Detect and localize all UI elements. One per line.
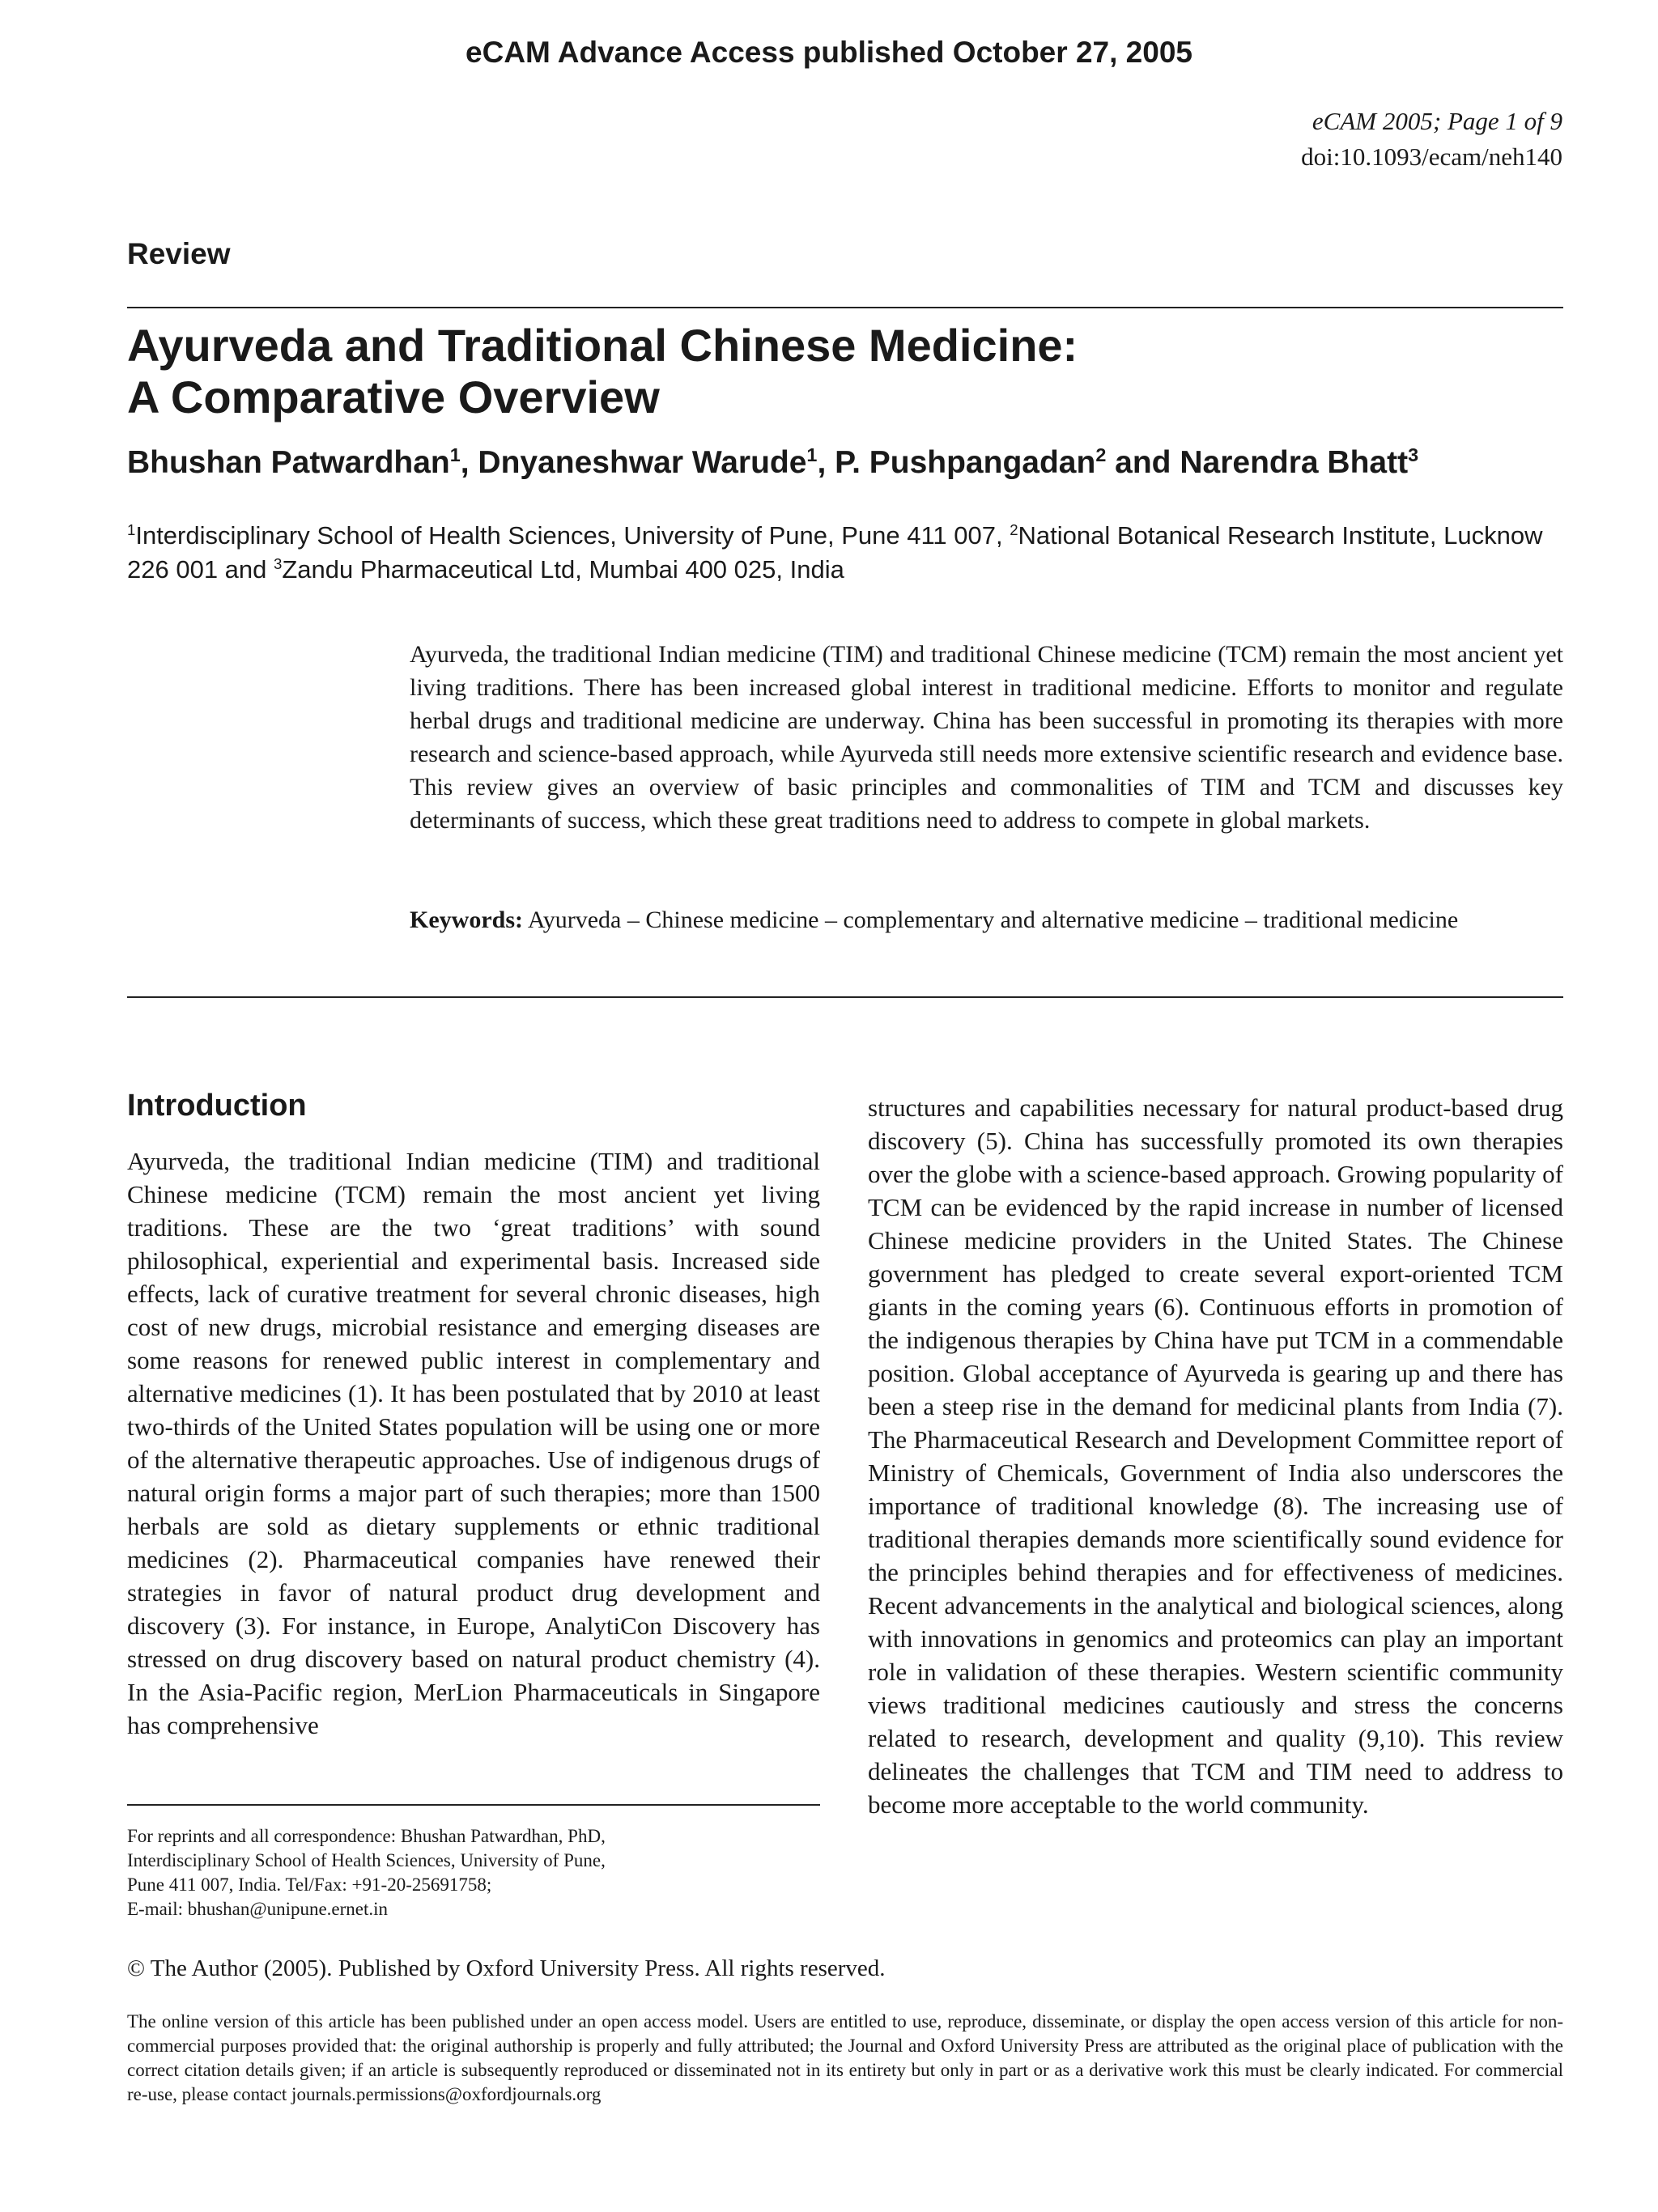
introduction-right-column: structures and capabilities necessary for natural product-based drug discovery (5). China has successfully promoted its own therapies over the globe with a science-based approach. Growing popularity of TCM can be evidenced by the rapid increase in number of licensed Chinese medicine providers in the United States. The Chinese government has pledged to create several export-oriented TCM giants in the coming years (6). Continuous efforts in promotion of the indigenous therapies by China have put TCM in a commendable position. Global acceptance of Ayurveda is gearing up and there has been a steep rise in the demand for medicinal plants from India (7). The Pharmaceutical Research and Development Committee report of Ministry of Chemicals, Government of India also underscores the importance of traditional knowledge (8). The increasing use of traditional therapies demands more scientifically sound evidence for the principles behind therapies and for effectiveness of medicines. Recent advancements in the analytical and biological sciences, along with innovations in genomics and proteomics can play an important role in validation of these therapies. Western scientific community views traditional medicines cautiously and stress the concerns related to research, development and quality (9,10). This review delineates the challenges that TCM and TIM need to address to become more acceptable to the world community. bbox=[868, 1093, 1563, 1819]
affiliation-text: Interdisciplinary School of Health Sciences, University of Pune, Pune 411 007, bbox=[135, 521, 1010, 550]
author-separator: and bbox=[1106, 445, 1180, 480]
doi-label: doi:10.1093/ecam/neh140 bbox=[1301, 142, 1562, 171]
footnote-email: E-mail: bhushan@unipune.ernet.in bbox=[127, 1899, 389, 1919]
journal-page-label: eCAM 2005; Page 1 of 9 bbox=[1312, 107, 1562, 135]
abstract-divider bbox=[127, 996, 1563, 998]
footnote-line: Pune 411 007, India. Tel/Fax: +91-20-25691758; bbox=[127, 1874, 492, 1895]
affiliation-mark: 3 bbox=[274, 554, 283, 572]
affiliation-mark: 1 bbox=[127, 520, 136, 538]
keywords-label: Keywords: bbox=[410, 906, 523, 933]
correspondence-footnote bbox=[127, 1824, 820, 1921]
author-name: P. Pushpangadan bbox=[835, 445, 1096, 480]
keywords bbox=[410, 903, 1563, 936]
footnote-divider bbox=[127, 1804, 820, 1806]
section-label: Review bbox=[127, 237, 231, 270]
affiliations bbox=[127, 519, 1568, 587]
footnote-line: For reprints and all correspondence: Bhushan Patwardhan, PhD, bbox=[127, 1826, 606, 1846]
affiliation-text: National Botanical Research Institute, Lucknow 226 001 and bbox=[127, 521, 1543, 584]
author-affiliation-mark: 1 bbox=[449, 444, 461, 465]
abstract: Ayurveda, the traditional Indian medicine (TIM) and traditional Chinese medicine (TCM) remain the most ancient yet living traditions. There has been increased global interest in traditional medicine. Efforts to monitor and regulate herbal drugs and traditional medicine are underway. China has been successful in promoting its therapies with more research and science-based approach, while Ayurveda still needs more extensive scientific research and evidence base. This review gives an overview of basic principles and commonalities of TIM and TCM and discusses key determinants of success, which these great traditions need to address to compete in global markets. bbox=[410, 641, 1563, 834]
author-separator: , bbox=[460, 445, 478, 480]
copyright-notice: © The Author (2005). Published by Oxford University Press. All rights reserved. bbox=[127, 1955, 886, 1981]
keywords-text: Ayurveda – Chinese medicine – complementary and alternative medicine – traditional medicine bbox=[527, 906, 1459, 933]
author-affiliation-mark: 2 bbox=[1095, 444, 1107, 465]
affiliation-text: Zandu Pharmaceutical Ltd, Mumbai 400 025, India bbox=[282, 555, 844, 584]
author-name: Dnyaneshwar Warude bbox=[478, 445, 807, 480]
header-divider bbox=[127, 307, 1563, 308]
page-info bbox=[1301, 104, 1562, 175]
author-separator: , bbox=[817, 445, 835, 480]
author-name: Narendra Bhatt bbox=[1180, 445, 1409, 480]
author-affiliation-mark: 3 bbox=[1408, 444, 1419, 465]
open-access-license: The online version of this article has been published under an open access model. Users are entitled to use, reproduce, disseminate, or display the open access version of this article for non-commercial purposes provided that: the original authorship is properly and fully attributed; the Journal and Oxford University Press are attributed as the original place of publication with the correct citation details given; if an article is subsequently reproduced or disseminated not in its entirety but only in part or as a derivative work this must be clearly indicated. For commercial re-use, please contact journals.permissions@oxfordjournals.org bbox=[127, 2011, 1563, 2104]
article-title bbox=[127, 320, 1078, 423]
affiliation-mark: 2 bbox=[1010, 520, 1018, 538]
author-affiliation-mark: 1 bbox=[806, 444, 818, 465]
introduction-left-column: Ayurveda, the traditional Indian medicine (TIM) and traditional Chinese medicine (TCM) remain the most ancient yet living traditions. These are the two ‘great traditions’ with sound philosophical, experiential and experimental basis. Increased side effects, lack of curative treatment for several chronic diseases, high cost of new drugs, microbial resistance and emerging diseases are some reasons for renewed public interest in complementary and alternative medicines (1). It has been postulated that by 2010 at least two-thirds of the United States population will be using one or more of the alternative therapeutic approaches. Use of indigenous drugs of natural origin forms a major part of such therapies; more than 1500 herbals are sold as dietary supplements or ethnic traditional medicines (2). Pharmaceutical companies have renewed their strategies in favor of natural product drug development and discovery (3). For instance, in Europe, AnalytiCon Discovery has stressed on drug discovery based on natural product chemistry (4). In the Asia-Pacific region, MerLion Pharmaceuticals in Singapore has comprehensive bbox=[127, 1147, 820, 1739]
introduction-heading: Introduction bbox=[127, 1089, 307, 1123]
author-name: Bhushan Patwardhan bbox=[127, 445, 450, 480]
footnote-line: Interdisciplinary School of Health Sciences, University of Pune, bbox=[127, 1850, 606, 1870]
author-list bbox=[127, 445, 1418, 481]
advance-access-banner: eCAM Advance Access published October 27, 2005 bbox=[466, 36, 1192, 69]
title-line-1: Ayurveda and Traditional Chinese Medicine: bbox=[127, 320, 1078, 371]
title-line-2: A Comparative Overview bbox=[127, 371, 660, 422]
